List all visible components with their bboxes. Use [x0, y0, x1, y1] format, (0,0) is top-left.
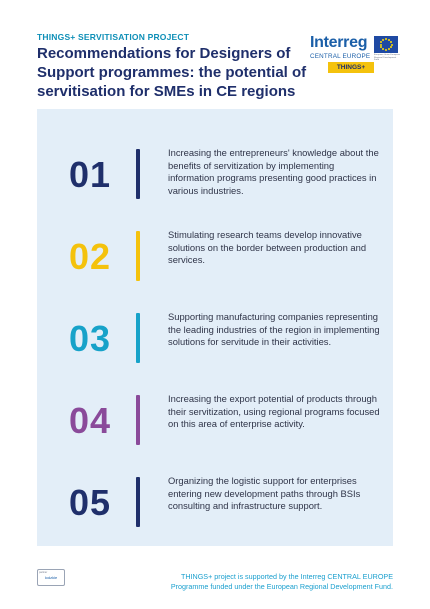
recommendation-item	[37, 387, 393, 457]
recommendation-number: 03	[69, 318, 112, 359]
eu-star-icon	[390, 41, 392, 43]
recommendation-divider	[136, 149, 140, 199]
eu-star-icon	[380, 41, 382, 43]
interreg-wordmark: Interreg	[310, 34, 368, 51]
interreg-logo	[310, 34, 398, 76]
page-title: Recommendations for Designers of Support programmes: the potential of servitisation for SMEs in CE regions	[37, 45, 307, 100]
partner-logo: lodzkie	[37, 569, 65, 586]
recommendation-divider	[136, 477, 140, 527]
project-eyebrow: THINGS+ SERVITISATION PROJECT	[37, 32, 190, 42]
recommendation-number: 02	[69, 236, 112, 277]
funding-note: THINGS+ project is supported by the Interreg CENTRAL EUROPE Programme funded under the European Regional Development Fund.	[170, 572, 393, 591]
recommendation-item	[37, 223, 393, 293]
interreg-region: CENTRAL EUROPE	[310, 53, 371, 60]
recommendations-panel	[37, 109, 393, 546]
eu-star-icon	[388, 48, 390, 50]
partner-logo-label: partner	[39, 571, 48, 574]
recommendation-number: 04	[69, 400, 112, 441]
eu-star-icon	[382, 39, 384, 41]
eu-star-icon	[382, 48, 384, 50]
recommendation-text: Organizing the logistic support for enterprises entering new development paths through BSIs consulting and infrastructure support.	[168, 475, 361, 512]
recommendation-text: Increasing the entrepreneurs' knowledge about the benefits of servitization by implementing information programs presenting good practices in various industries.	[168, 147, 379, 196]
recommendation-divider	[136, 395, 140, 445]
recommendation-text: Increasing the export potential of products through their servitization, using regional programs focused on this area of enterprise activity.	[168, 393, 380, 430]
things-badge: THINGS+	[328, 62, 374, 73]
recommendation-number: 01	[69, 154, 112, 195]
recommendation-text: Stimulating research teams develop innovative solutions on the border between production and services.	[168, 229, 367, 266]
eu-star-icon	[390, 46, 392, 48]
recommendation-item	[37, 141, 393, 211]
eu-star-icon	[380, 44, 382, 46]
recommendation-divider	[136, 231, 140, 281]
recommendation-divider	[136, 313, 140, 363]
recommendation-text: Supporting manufacturing companies representing the leading industries of the region in implementing solutions for servitude in their activities.	[168, 311, 380, 348]
recommendation-item	[37, 305, 393, 375]
recommendation-number: 05	[69, 482, 112, 523]
eu-star-icon	[391, 44, 393, 46]
recommendation-item	[37, 469, 393, 539]
eu-flag-icon	[374, 36, 398, 53]
eu-flag-caption: European Union European Regional Development Fund	[374, 54, 400, 62]
eu-star-icon	[385, 38, 387, 40]
eu-star-icon	[385, 49, 387, 51]
